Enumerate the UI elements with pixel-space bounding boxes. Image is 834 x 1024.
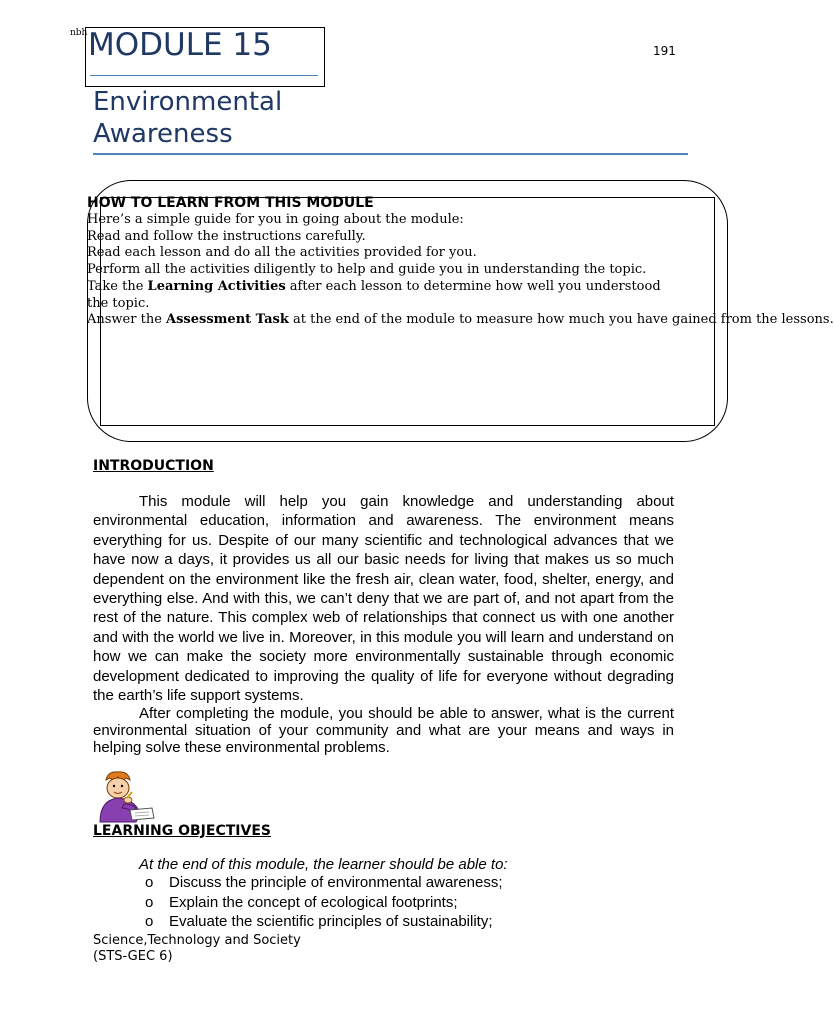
objective-text: Explain the concept of ecological footprints; [169, 893, 458, 911]
list-item [145, 873, 503, 893]
guide-line: Read each lesson and do all the activities provided for you. [87, 245, 477, 261]
footer-course-title: Science,Technology and Society [93, 933, 301, 948]
guide-heading: HOW TO LEARN FROM THIS MODULE [87, 195, 374, 211]
guide-line: Here’s a simple guide for you in going about the module: [87, 212, 464, 227]
bullet-marker: o [145, 913, 154, 930]
objective-text: Discuss the principle of environmental awareness; [169, 874, 503, 891]
introduction-heading: INTRODUCTION [93, 458, 214, 474]
footer-course-code: (STS-GEC 6) [93, 949, 173, 964]
module-title-underline [90, 75, 318, 76]
corner-mark: nbh [70, 28, 88, 38]
guide-line [87, 312, 834, 329]
guide-line [87, 279, 834, 296]
page-number: 191 [653, 44, 676, 58]
learning-activities-term: Learning Activities [147, 278, 286, 294]
module-subtitle-line: Awareness [93, 119, 233, 149]
student-writing-icon [86, 770, 156, 822]
module-title: MODULE 15 [88, 27, 272, 63]
introduction-paragraph: After completing the module, you should be able to answer, what is the current environmental situation of your community and what are your means and ways in helping solve these environmental problems. [93, 705, 674, 756]
list-item [145, 912, 503, 932]
introduction-paragraph: This module will help you gain knowledge and understanding about environmental education, information and awareness. The environment means everything for us. Despite of our many scientific and technological advances that we have now a days, it provides us all our basic needs for living that makes us so much dependent on the environment like the fresh air, clean water, food, shelter, energy, and everything else. And with this, we can’t deny that we are part of, and not apart from the rest of the nature. This complex web of relationships that connect us with one another and with the world we live in. Moreover, in this module you will learn and understand on how we can make the society more environmentally sustainable through economic development dedicated to improving the quality of life for everyone without degrading the earth’s life support systems. [93, 493, 674, 705]
guide-line: Perform all the activities diligently to help and guide you in understanding the topic. [87, 262, 647, 278]
guide-line-text: Answer the [87, 312, 167, 328]
list-item [145, 893, 503, 913]
objective-text: Evaluate the scientific principles of sustainability; [169, 913, 493, 930]
bullet-marker: o [145, 874, 154, 891]
module-subtitle-line: Environmental [93, 87, 283, 117]
learning-objectives-list [145, 873, 503, 932]
guide-line-text: Take the [87, 278, 148, 294]
learning-objectives-heading: LEARNING OBJECTIVES [93, 823, 271, 839]
page-footer [93, 933, 301, 965]
assessment-task-term: Assessment Task [166, 312, 289, 328]
guide-line-text: at the end of the module to measure how much you have gained from the lessons. [288, 312, 834, 328]
guide-text [87, 212, 834, 329]
subtitle-divider [93, 153, 688, 155]
learning-objectives-intro: At the end of this module, the learner should be able to: [139, 856, 508, 873]
guide-line-text: after each lesson to determine how well you understood [285, 278, 661, 294]
module-subtitle [93, 86, 282, 150]
guide-line: the topic. [87, 295, 150, 311]
bullet-marker: o [145, 893, 154, 911]
guide-line: Read and follow the instructions carefully. [87, 228, 366, 244]
